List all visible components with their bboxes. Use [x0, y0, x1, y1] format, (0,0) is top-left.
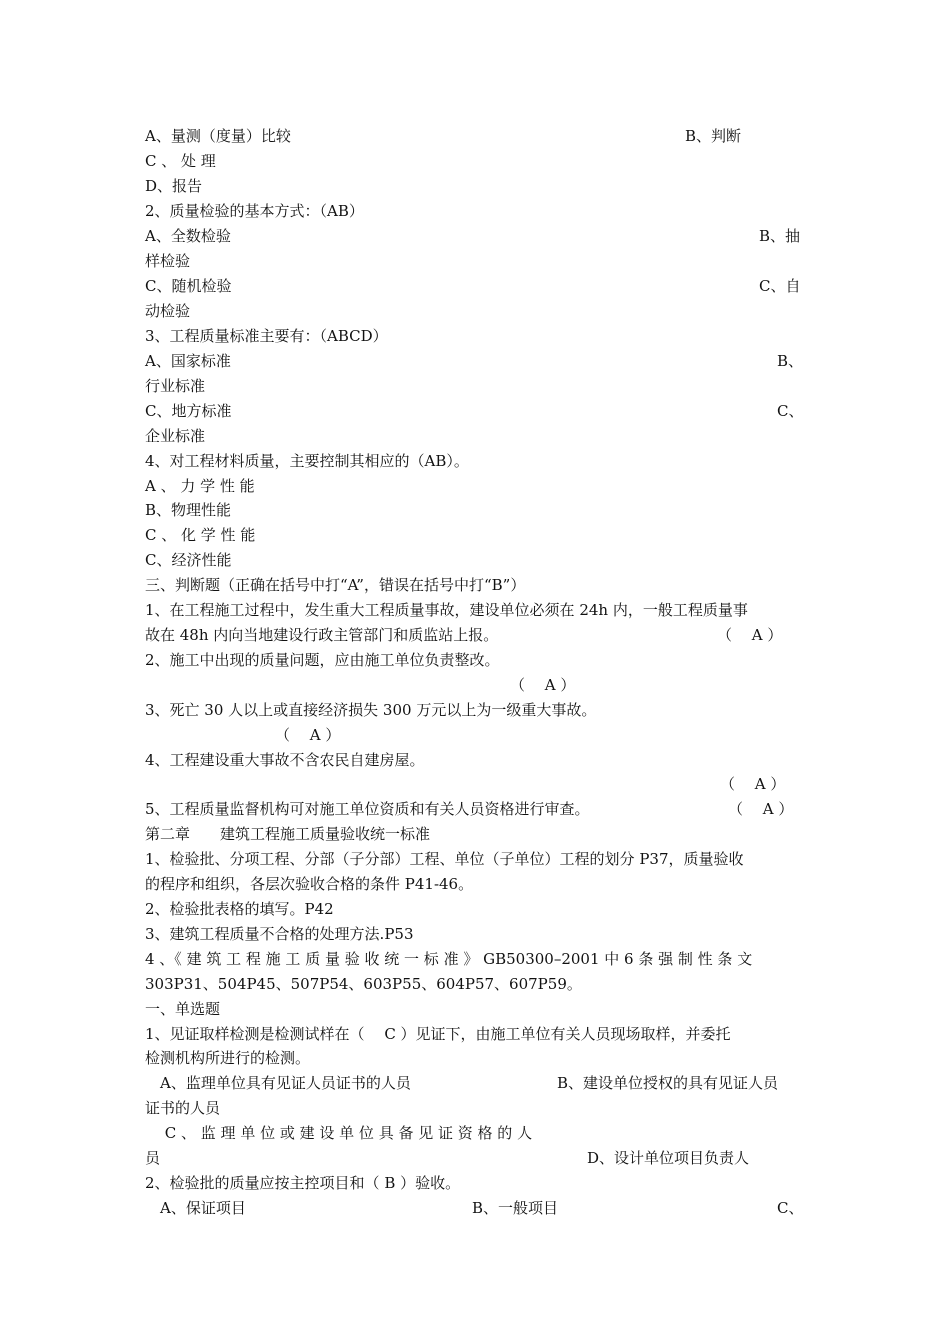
text-line	[145, 249, 807, 273]
text-line	[145, 1196, 807, 1220]
text-line	[145, 449, 807, 473]
text-line	[145, 872, 807, 896]
text-line	[145, 947, 807, 971]
line-text-right: B、建设单位授权的具有见证人员	[557, 1074, 779, 1092]
line-text-right: （ A ）	[720, 775, 786, 793]
line-text-right: C、	[777, 402, 804, 420]
line-text: 一、单选题	[145, 1000, 221, 1018]
line-text-right: D、设计单位项目负责人	[587, 1149, 750, 1167]
line-text: C、地方标准	[145, 402, 232, 420]
text-line	[145, 374, 807, 398]
text-line	[145, 922, 807, 946]
text-line	[145, 648, 807, 672]
text-line	[145, 623, 807, 647]
line-text-right: B、	[777, 352, 804, 370]
line-text: 企业标准	[145, 427, 206, 445]
line-text-right-2: C、	[777, 1199, 804, 1217]
text-line	[145, 523, 807, 547]
text-line	[145, 498, 807, 522]
line-text: 检测机构所进行的检测。	[145, 1049, 311, 1067]
line-text: 证书的人员	[145, 1099, 221, 1117]
line-text: C、经济性能	[145, 551, 232, 569]
line-text-right: B、一般项目	[472, 1199, 559, 1217]
line-text: 第二章 建筑工程施工质量验收统一标准	[145, 825, 431, 843]
line-text: A、国家标准	[145, 352, 231, 370]
line-text-right: C、自	[759, 277, 801, 295]
line-text: B、物理性能	[145, 501, 232, 519]
text-line	[145, 748, 807, 772]
line-text-right: （ A ）	[275, 726, 341, 744]
line-text: A、保证项目	[145, 1199, 246, 1217]
text-line	[145, 274, 807, 298]
line-text: 4 、《 建 筑 工 程 施 工 质 量 验 收 统 一 标 准 》 GB50300–2001 中 6 条 强 制 性 条 文	[145, 950, 753, 968]
text-line	[145, 399, 807, 423]
text-line	[145, 1046, 807, 1070]
text-line	[145, 149, 807, 173]
line-text-right: （ A ）	[717, 626, 783, 644]
text-line	[145, 797, 807, 821]
line-text: D、报告	[145, 177, 203, 195]
text-line	[145, 424, 807, 448]
line-text: 2、质量检验的基本方式：（AB）	[145, 202, 364, 220]
text-line	[145, 698, 807, 722]
line-text: A、全数检验	[145, 227, 231, 245]
line-text: C、随机检验	[145, 277, 232, 295]
text-line	[145, 124, 807, 148]
text-line	[145, 224, 807, 248]
line-text: A 、 力 学 性 能	[145, 477, 255, 495]
text-line	[145, 598, 807, 622]
text-line	[145, 1146, 807, 1170]
text-line	[145, 474, 807, 498]
text-line	[145, 723, 807, 747]
line-text: 4、工程建设重大事故不含农民自建房屋。	[145, 751, 425, 769]
text-line	[145, 349, 807, 373]
text-line	[145, 573, 807, 597]
text-line	[145, 1071, 807, 1095]
line-text: 行业标准	[145, 377, 206, 395]
line-text: 的程序和组织，各层次验收合格的条件 P41-46。	[145, 875, 474, 893]
text-line	[145, 673, 807, 697]
line-text: A、量测（度量）比较	[145, 127, 291, 145]
line-text: 3、工程质量标准主要有：（ABCD）	[145, 327, 388, 345]
line-text: 3、死亡 30 人以上或直接经济损失 300 万元以上为一级重大事故。	[145, 701, 597, 719]
line-text: C 、 处 理	[145, 152, 216, 170]
line-text: C 、 监 理 单 位 或 建 设 单 位 具 备 见 证 资 格 的 人	[145, 1124, 533, 1142]
line-text: 动检验	[145, 302, 191, 320]
text-line	[145, 199, 807, 223]
text-line	[145, 324, 807, 348]
text-line	[145, 299, 807, 323]
text-line	[145, 174, 807, 198]
text-line	[145, 1121, 807, 1145]
line-text: 3、建筑工程质量不合格的处理方法.P53	[145, 925, 414, 943]
line-text: 2、施工中出现的质量问题，应由施工单位负责整改。	[145, 651, 500, 669]
text-line	[145, 897, 807, 921]
text-line	[145, 1096, 807, 1120]
line-text-right: （ A ）	[510, 676, 576, 694]
text-line	[145, 772, 807, 796]
line-text-right: B、判断	[685, 127, 742, 145]
text-line	[145, 997, 807, 1021]
text-line	[145, 1171, 807, 1195]
text-line	[145, 847, 807, 871]
line-text: 1、在工程施工过程中，发生重大工程质量事故，建设单位必须在 24h 内，一般工程质量事	[145, 601, 748, 619]
text-line	[145, 822, 807, 846]
text-line	[145, 548, 807, 572]
line-text: 1、见证取样检测是检测试样在（ C ）见证下，由施工单位有关人员现场取样，并委托	[145, 1025, 731, 1043]
line-text: 303P31、504P45、507P54、603P55、604P57、607P59。	[145, 975, 582, 993]
line-text: 1、检验批、分项工程、分部（子分部）工程、单位（子单位）工程的划分 P37，质量验收	[145, 850, 744, 868]
line-text: 2、检验批表格的填写。P42	[145, 900, 334, 918]
line-text: 员	[145, 1149, 161, 1167]
line-text: 故在 48h 内向当地建设行政主管部门和质监站上报。	[145, 626, 499, 644]
line-text: 三、判断题（正确在括号中打“A”，错误在括号中打“B”）	[145, 576, 526, 594]
line-text: A、监理单位具有见证人员证书的人员	[145, 1074, 411, 1092]
text-line	[145, 972, 807, 996]
line-text-right: B、抽	[759, 227, 801, 245]
line-text: 2、检验批的质量应按主控项目和（ B ）验收。	[145, 1174, 461, 1192]
line-text: 5、工程质量监督机构可对施工单位资质和有关人员资格进行审查。	[145, 800, 590, 818]
line-text-right: （ A ）	[728, 800, 794, 818]
line-text: C 、 化 学 性 能	[145, 526, 256, 544]
line-text: 4、对工程材料质量，主要控制其相应的（AB）。	[145, 452, 469, 470]
line-text: 样检验	[145, 252, 191, 270]
text-line	[145, 1022, 807, 1046]
